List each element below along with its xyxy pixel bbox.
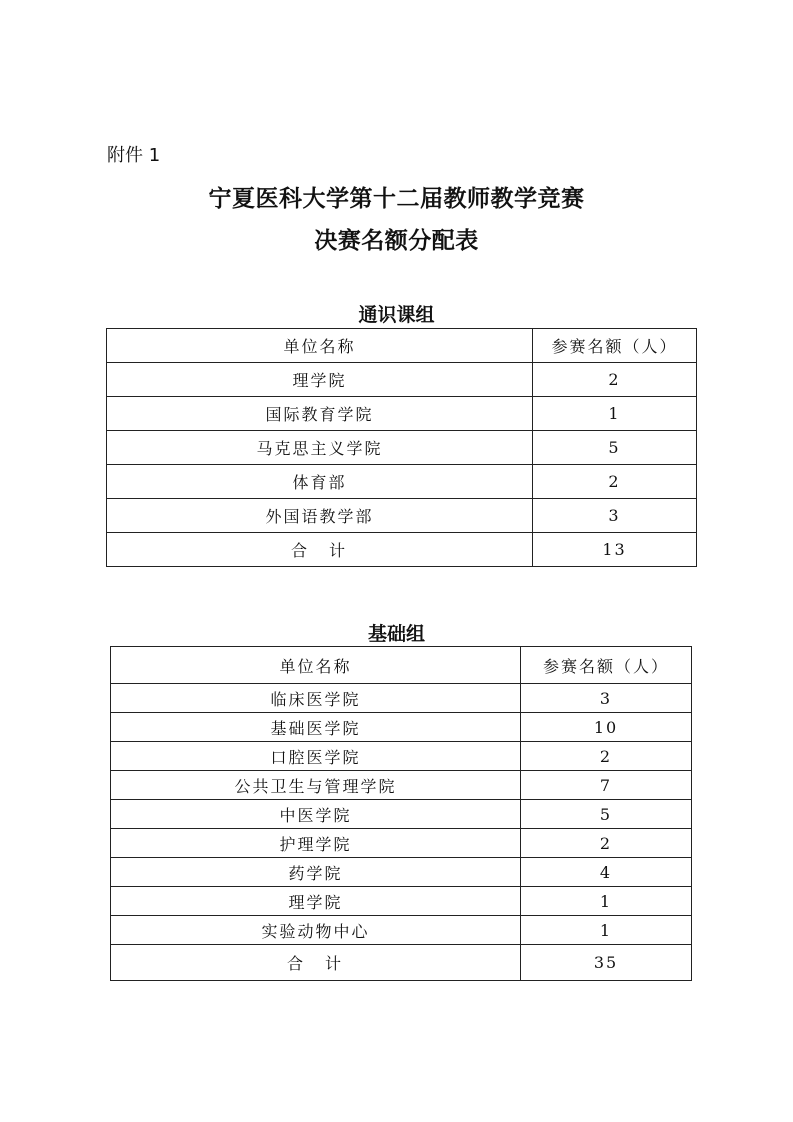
cell-unit: 理学院 — [107, 363, 533, 397]
cell-unit: 国际教育学院 — [107, 397, 533, 431]
cell-quota: 2 — [533, 363, 697, 397]
cell-unit: 药学院 — [111, 858, 521, 887]
total-label: 合 计 — [107, 533, 533, 567]
table-row — [111, 800, 692, 829]
cell-quota: 2 — [533, 465, 697, 499]
cell-quota: 1 — [521, 916, 692, 945]
cell-quota: 2 — [521, 742, 692, 771]
table-row — [111, 887, 692, 916]
cell-unit: 马克思主义学院 — [107, 431, 533, 465]
table-total-row — [111, 945, 692, 981]
cell-quota: 1 — [533, 397, 697, 431]
cell-quota: 5 — [533, 431, 697, 465]
header-quota: 参赛名额（人） — [533, 329, 697, 363]
group-title-general: 通识课组 — [358, 304, 435, 326]
quota-table-basic — [110, 646, 692, 981]
quota-table-general — [106, 328, 697, 567]
table-row — [107, 499, 697, 533]
table-row — [111, 916, 692, 945]
cell-unit: 护理学院 — [111, 829, 521, 858]
header-unit-name: 单位名称 — [107, 329, 533, 363]
cell-quota: 1 — [521, 887, 692, 916]
cell-unit: 中医学院 — [111, 800, 521, 829]
table-row — [107, 431, 697, 465]
cell-quota: 7 — [521, 771, 692, 800]
total-label: 合 计 — [111, 945, 521, 981]
header-quota: 参赛名额（人） — [521, 647, 692, 684]
cell-quota: 2 — [521, 829, 692, 858]
document-title-line2: 决赛名额分配表 — [314, 227, 479, 254]
cell-quota: 3 — [533, 499, 697, 533]
cell-unit: 实验动物中心 — [111, 916, 521, 945]
table-row — [111, 713, 692, 742]
table-row — [107, 363, 697, 397]
cell-unit: 公共卫生与管理学院 — [111, 771, 521, 800]
cell-quota: 5 — [521, 800, 692, 829]
table-row — [111, 684, 692, 713]
table-header-row — [111, 647, 692, 684]
table-row — [107, 397, 697, 431]
table-header-row — [107, 329, 697, 363]
cell-unit: 临床医学院 — [111, 684, 521, 713]
cell-quota: 4 — [521, 858, 692, 887]
total-value: 35 — [521, 945, 692, 981]
cell-unit: 口腔医学院 — [111, 742, 521, 771]
cell-unit: 外国语教学部 — [107, 499, 533, 533]
table-row — [111, 771, 692, 800]
table-row — [111, 742, 692, 771]
document-title-line1: 宁夏医科大学第十二届教师教学竞赛 — [208, 185, 585, 212]
cell-unit: 基础医学院 — [111, 713, 521, 742]
group-title-basic: 基础组 — [367, 623, 425, 645]
total-value: 13 — [533, 533, 697, 567]
attachment-label: 附件 1 — [107, 145, 161, 166]
cell-quota: 3 — [521, 684, 692, 713]
table-total-row — [107, 533, 697, 567]
cell-unit: 体育部 — [107, 465, 533, 499]
table-row — [111, 829, 692, 858]
cell-unit: 理学院 — [111, 887, 521, 916]
table-row — [107, 465, 697, 499]
header-unit-name: 单位名称 — [111, 647, 521, 684]
cell-quota: 10 — [521, 713, 692, 742]
table-row — [111, 858, 692, 887]
